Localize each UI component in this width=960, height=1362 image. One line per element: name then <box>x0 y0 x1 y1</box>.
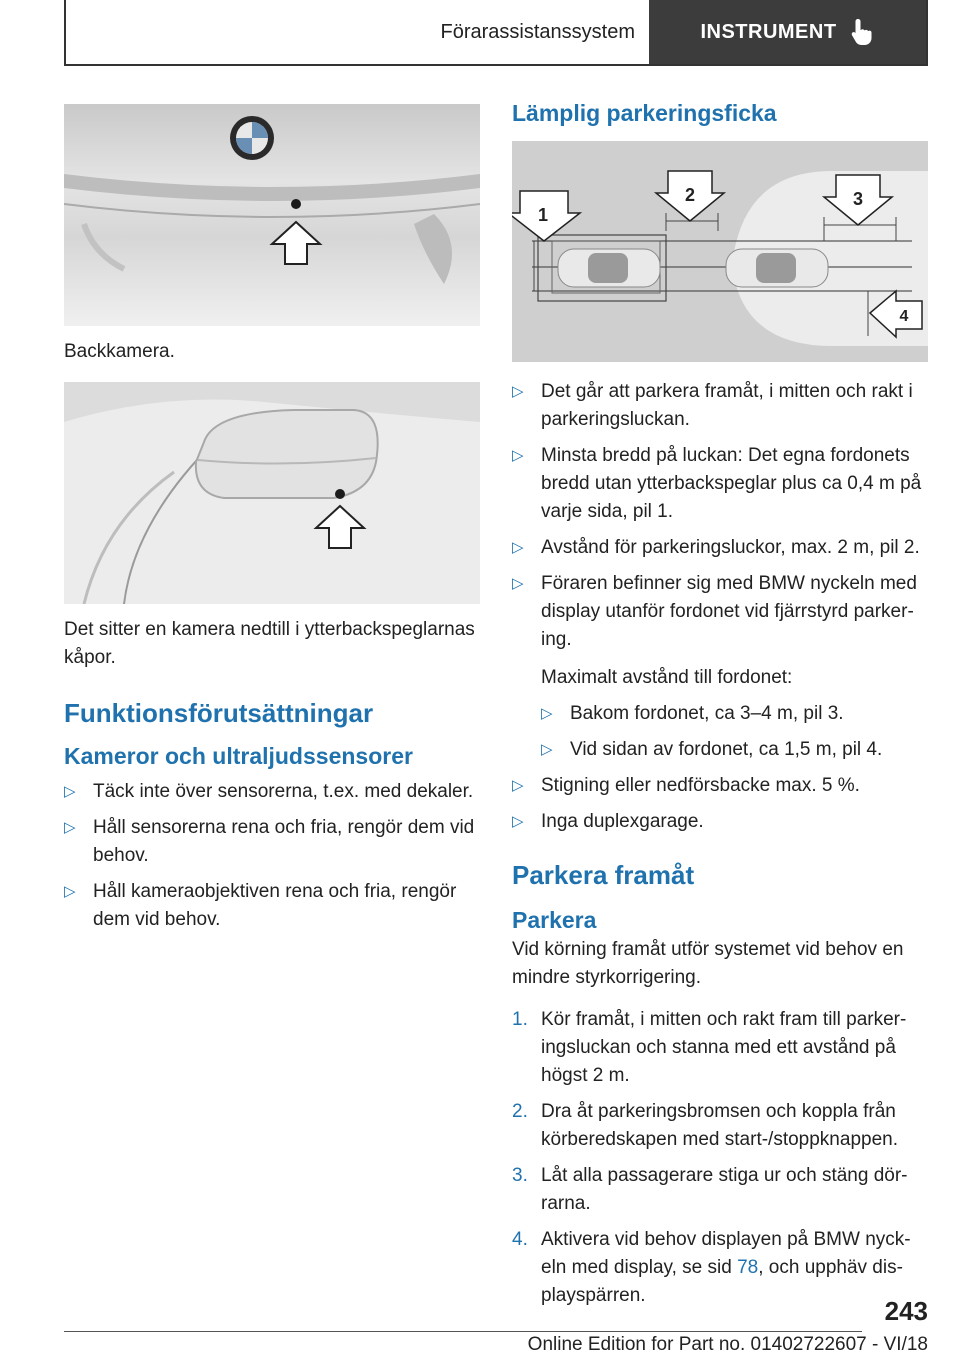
triangle-bullet-icon: ▷ <box>512 447 524 464</box>
list-item: ▷ Täck inte över sensorerna, t.ex. med dekaler. <box>64 778 480 806</box>
bullet-list <box>64 778 480 934</box>
list-item: ▷ Stigning eller nedförsbacke max. 5 %. <box>512 772 928 800</box>
page-header <box>64 0 928 66</box>
list-item: ▷ Vid sidan av fordonet, ca 1,5 m, pil 4. <box>541 736 928 764</box>
triangle-bullet-icon: ▷ <box>541 741 553 758</box>
section-heading: Lämplig parkeringsficka <box>512 100 777 126</box>
page-number: 243 <box>884 1296 928 1326</box>
list-item: ▷ Bakom fordonet, ca 3–4 m, pil 3. <box>541 700 928 728</box>
section-heading: Funktionsförutsättningar <box>64 698 374 728</box>
svg-text:1: 1 <box>537 205 549 225</box>
step-number: 1. <box>512 1009 528 1030</box>
chapter-tab <box>649 0 926 64</box>
triangle-bullet-icon: ▷ <box>64 883 76 900</box>
triangle-bullet-icon: ▷ <box>512 813 524 830</box>
photo-caption-2: Det sitter en kamera nedtill i ytterbackspeglarnas kåpor. <box>64 619 475 668</box>
paragraph: Vid körning framåt utför systemet vid behov en mindre styrkorrigering. <box>512 939 904 988</box>
sub-heading: Kameror och ultraljudssensorer <box>64 743 413 769</box>
triangle-bullet-icon: ▷ <box>64 783 76 800</box>
sub-bullet-list <box>541 700 928 764</box>
list-item: ▷ Föraren befinner sig med BMW nyckeln med display utanför fordonet vid fjärrstyrd parker‐ing. <box>512 570 928 654</box>
steps-list <box>512 1006 928 1310</box>
triangle-bullet-icon: ▷ <box>512 777 524 794</box>
car-right <box>726 249 828 287</box>
hand-pointer-icon <box>849 17 875 47</box>
list-item: ▷ Minsta bredd på luckan: Det egna fordonets bredd utan ytterbackspeglar plus ca 0,4 m på varje sida, pil 1. <box>512 442 928 526</box>
indent-paragraph: Maximalt avstånd till fordonet: <box>541 667 793 688</box>
triangle-bullet-icon: ▷ <box>64 819 76 836</box>
photo-caption-1: Backkamera. <box>64 341 175 362</box>
left-column <box>64 104 480 942</box>
section-heading: Parkera framåt <box>512 860 695 890</box>
page-reference-link[interactable]: 78 <box>737 1257 759 1278</box>
footer-text: Online Edition for Part no. 01402722607 - VI/18 <box>527 1334 928 1355</box>
list-item: ▷ Håll sensorerna rena och fria, rengör dem vid behov. <box>64 814 480 870</box>
list-item: 4. Aktivera vid behov displayen på BMW nyck‐eln med display, se sid 78, och upphäv dis‐playspärren. <box>512 1226 928 1310</box>
list-item: ▷ Det går att parkera framåt, i mitten och rakt i parkeringsluckan. <box>512 378 928 434</box>
list-item: 1. Kör framåt, i mitten och rakt fram till parker‐ingsluckan och stanna med ett avstånd på högst 2 m. <box>512 1006 928 1090</box>
triangle-bullet-icon: ▷ <box>512 539 524 556</box>
right-column <box>512 100 928 1318</box>
list-item: ▷ Avstånd för parkeringsluckor, max. 2 m, pil 2. <box>512 534 928 562</box>
chapter-title: INSTRUMENT <box>700 20 837 43</box>
svg-text:4: 4 <box>899 308 909 325</box>
section-title: Förarassistanssystem <box>440 20 635 43</box>
parking-space-diagram <box>512 141 928 362</box>
triangle-bullet-icon: ▷ <box>541 705 553 722</box>
svg-text:3: 3 <box>852 189 864 209</box>
step-number: 3. <box>512 1165 528 1186</box>
rear-camera-photo <box>64 104 480 326</box>
footer-divider <box>64 1331 862 1332</box>
triangle-bullet-icon: ▷ <box>512 383 524 400</box>
bullet-list <box>512 772 928 836</box>
bullet-list <box>512 378 928 654</box>
svg-text:2: 2 <box>684 185 696 205</box>
mirror-camera-photo <box>64 382 480 604</box>
step-number: 4. <box>512 1229 528 1250</box>
triangle-bullet-icon: ▷ <box>512 575 524 592</box>
list-item: ▷ Håll kameraobjektiven rena och fria, rengör dem vid behov. <box>64 878 480 934</box>
sub-heading: Parkera <box>512 907 597 933</box>
list-item: ▷ Inga duplexgarage. <box>512 808 928 836</box>
step-number: 2. <box>512 1101 528 1122</box>
car-left <box>558 249 660 287</box>
list-item: 2. Dra åt parkeringsbromsen och koppla från körberedskapen med start-/stoppknappen. <box>512 1098 928 1154</box>
list-item: 3. Låt alla passagerare stiga ur och stäng dör‐rarna. <box>512 1162 928 1218</box>
